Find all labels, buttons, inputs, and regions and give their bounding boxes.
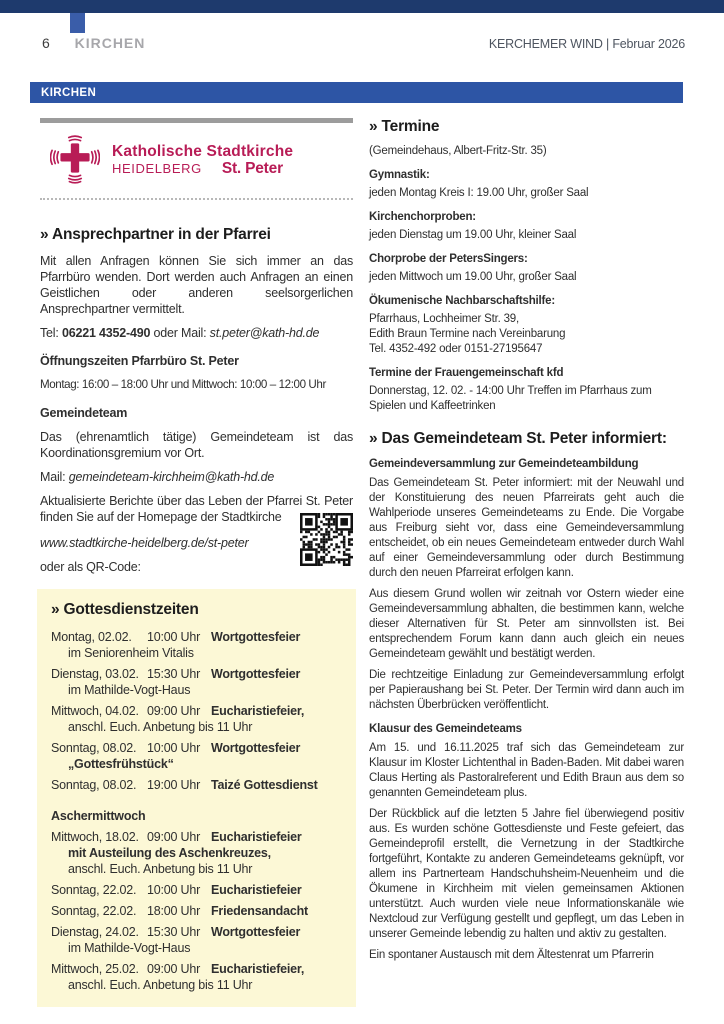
qr-row (40, 527, 353, 575)
service-title: Taizé Gottesdienst (211, 778, 318, 792)
service-title: Wortgottesfeier (211, 630, 301, 644)
services-subheading: Aschermittwoch (51, 809, 146, 823)
team-email: gemeindeteam-kirchheim@kath-hd.de (68, 470, 275, 484)
service-detail: mit Austeilung des Aschenkreuzes, (68, 846, 271, 860)
logo-city: HEIDELBERG (112, 161, 202, 176)
logo-bottom-rule (40, 198, 353, 200)
termine-item (369, 252, 684, 285)
service-title: Eucharistiefeier, (211, 962, 305, 976)
service-date: Mittwoch, 04.02. (51, 704, 139, 718)
info-paragraph: Aus diesem Grund wollen wir zeitnah vor Ostern wieder eine Gemeindeversammlung abhalten, die bestimmen kann, welche dieser Alternativen für St. Peter am sinnvollsten ist. Bei entsprechendem Forum kann dann auch gleich ein neues Gemeindeteam gewählt und bestätigt werden. (369, 588, 684, 660)
logo-top-rule (40, 118, 353, 123)
team-mail-label: Mail: (40, 470, 66, 484)
termine-item-label: Termine der Frauengemeinschaft kfd (369, 367, 564, 379)
termine-item-line: jeden Montag Kreis I: 19.00 Uhr, großer Saal (369, 187, 589, 199)
service-time: 10:00 Uhr (147, 741, 201, 755)
service-row (51, 903, 343, 919)
termine-item (369, 366, 684, 414)
mail-connector: oder Mail: (153, 326, 207, 340)
termine-heading: » Termine (369, 118, 440, 135)
service-row (51, 666, 343, 682)
service-detail: im Seniorenheim Vitalis (68, 646, 194, 660)
radiating-cross-icon (50, 132, 100, 188)
logo-text (112, 143, 293, 177)
termine-item-label: Kirchenchorproben: (369, 211, 476, 223)
contact-intro: Mit allen Anfragen können Sie sich immer an das Pfarrbüro wenden. Dort werden auch Anfragen an einen Geistlichen oder anderen seelsorgerlichen Ansprechpartner vermittelt. (40, 254, 353, 316)
termine-item-line: Donnerstag, 12. 02. - 14:00 Uhr Treffen im Pfarrhaus zum Spielen und Kaffeetrinken (369, 385, 652, 412)
tel-label: Tel: (40, 326, 59, 340)
right-column (369, 118, 684, 1007)
section-banner (30, 82, 683, 103)
services-groups (51, 629, 343, 993)
service-date: Sonntag, 22.02. (51, 904, 137, 918)
qr-code (300, 513, 353, 566)
service-row (51, 703, 343, 719)
info-paragraph: Das Gemeindeteam St. Peter informiert: mit der Neuwahl und der Konstituierung des neuen Pfarreirats geht auch die Wahlperiode unseres Gemeindeteams zu Ende. Die Vorgabe aus Freiburg sieht vor, dass eine Gemeindeversammlung entscheidet, ob ein neues Gemeindeteam entweder durch Wahl auf einer Gemeindeversammlung oder durch Bestimmung durch den neuen Pfarreirat erfolgen kann. (369, 477, 684, 579)
service-row (51, 961, 343, 977)
logo-line1: Katholische Stadtkirche (112, 143, 294, 160)
info-subheading: Klausur des Gemeindeteams (369, 723, 522, 735)
termine-list (369, 168, 684, 414)
team-mail-line (40, 469, 353, 485)
info-subheading: Gemeindeversammlung zur Gemeindeteambildung (369, 458, 639, 470)
contact-line (40, 325, 353, 341)
termine-item-line: Tel. 4352-492 oder 0151-27195647 (369, 343, 543, 355)
service-time: 09:00 Uhr (147, 962, 201, 976)
service-detail: anschl. Euch. Anbetung bis 11 Uhr (68, 978, 253, 992)
termine-item-line: Edith Braun Termine nach Vereinbarung (369, 328, 566, 340)
service-date: Montag, 02.02. (51, 630, 132, 644)
team-title: Gemeindeteam (40, 406, 128, 420)
termine-item (369, 210, 684, 243)
section-banner-label: KIRCHEN (41, 86, 97, 99)
page-header (42, 35, 685, 51)
content-columns (40, 118, 684, 1007)
service-time: 09:00 Uhr (147, 830, 201, 844)
service-row (51, 882, 343, 898)
team-description: Das (ehrenamtlich tätige) Gemeindeteam ist das Koordinationsgremium vor Ort. (40, 430, 353, 460)
service-detail: anschl. Euch. Anbetung bis 11 Uhr (68, 720, 253, 734)
service-date: Sonntag, 08.02. (51, 741, 137, 755)
service-title: Eucharistiefeier, (211, 704, 305, 718)
service-detail: anschl. Euch. Anbetung bis 11 Uhr (68, 862, 253, 876)
service-date: Dienstag, 24.02. (51, 925, 139, 939)
section-label: KIRCHEN (74, 35, 146, 51)
service-title: Wortgottesfeier (211, 667, 301, 681)
issue-title: KERCHEMER WIND | Februar 2026 (488, 37, 685, 51)
logo-parish: St. Peter (221, 160, 283, 177)
service-row (51, 829, 343, 845)
termine-item-label: Chorprobe der PetersSingers: (369, 253, 528, 265)
contact-heading: » Ansprechpartner in der Pfarrei (40, 226, 271, 243)
contact-email: st.peter@kath-hd.de (209, 326, 320, 340)
service-date: Mittwoch, 18.02. (51, 830, 139, 844)
left-column (40, 118, 353, 1007)
service-title: Friedensandacht (211, 904, 309, 918)
service-time: 10:00 Uhr (147, 883, 201, 897)
top-tab (70, 13, 85, 33)
service-detail: im Mathilde-Vogt-Haus (68, 683, 191, 697)
termine-item-line: Pfarrhaus, Lochheimer Str. 39, (369, 313, 519, 325)
office-hours-title: Öffnungszeiten Pfarrbüro St. Peter (40, 354, 239, 368)
termine-item-label: Ökumenische Nachbarschaftshilfe: (369, 295, 555, 307)
office-hours: Montag: 16:00 – 18:00 Uhr und Mittwoch: 10:00 – 12:00 Uhr (40, 378, 326, 391)
info-heading: » Das Gemeindeteam St. Peter informiert: (369, 430, 667, 447)
service-detail: im Mathilde-Vogt-Haus (68, 941, 191, 955)
service-date: Mittwoch, 25.02. (51, 962, 139, 976)
info-paragraph: Der Rückblick auf die letzten 5 Jahre fiel überwiegend positiv aus. Es wurden schöne Gottesdienste und Feste gefeiert, das Gemeindeprofil erstellt, die Vernetzung in der Stadtkirche fortgeführt, Kontakte zu anderen Gemeindeteams geknüpft, vor allem ins Partnerteam Handschuhsheim-Neuenheim und die Ökumene in Kirchheim mit vielen gemeinsamen Aktionen unterstützt. Auch wurden viele neue Informationskanäle wie Nextcloud zur Verfügung gestellt und gepflegt, um das Leben in unserer Gemeinde lebendig zu halten und aktiv zu gestalten. (369, 808, 684, 940)
service-time: 15:30 Uhr (147, 667, 201, 681)
termine-venue: (Gemeindehaus, Albert-Fritz-Str. 35) (369, 145, 547, 157)
info-blocks (369, 457, 684, 963)
service-time: 15:30 Uhr (147, 925, 201, 939)
service-date: Dienstag, 03.02. (51, 667, 139, 681)
service-row (51, 740, 343, 756)
service-time: 10:00 Uhr (147, 630, 201, 644)
services-box (37, 589, 356, 1007)
page-number: 6 (42, 35, 50, 51)
termine-item-line: jeden Mittwoch um 19.00 Uhr, großer Saal (369, 271, 577, 283)
service-time: 09:00 Uhr (147, 704, 201, 718)
service-title: Eucharistiefeier (211, 830, 302, 844)
service-title: Wortgottesfeier (211, 741, 301, 755)
service-row (51, 924, 343, 940)
service-date: Sonntag, 22.02. (51, 883, 137, 897)
service-time: 19:00 Uhr (147, 778, 201, 792)
termine-item-label: Gymnastik: (369, 169, 430, 181)
termine-item-line: jeden Dienstag um 19.00 Uhr, kleiner Saal (369, 229, 577, 241)
termine-item (369, 168, 684, 201)
service-date: Sonntag, 08.02. (51, 778, 137, 792)
service-time: 18:00 Uhr (147, 904, 201, 918)
qr-label: oder als QR-Code: (40, 560, 141, 574)
service-title: Wortgottesfeier (211, 925, 301, 939)
services-heading: » Gottesdienstzeiten (51, 601, 199, 618)
parish-logo (40, 129, 353, 196)
info-paragraph: Die rechtzeitige Einladung zur Gemeindeversammlung erfolgt per Papieraushang bei St. Peter. Der Termin wird dann auch im nächsten Überbrücken veröffentlicht. (369, 669, 684, 711)
service-row (51, 629, 343, 645)
info-paragraph: Am 15. und 16.11.2025 traf sich das Gemeindeteam zur Klausur im Kloster Lichtenthal in Baden-Baden. Mit dabei waren Claus Herting als Pastoralreferent und Edith Braun aus dem so genannten Gemeindeteam plus. (369, 742, 684, 799)
termine-item (369, 294, 684, 357)
top-bar (0, 0, 724, 13)
info-paragraph: Ein spontaner Austausch mit dem Ältestenrat um Pfarrerin (369, 949, 654, 961)
service-row (51, 777, 343, 793)
tel-number: 06221 4352-490 (61, 326, 151, 340)
homepage-note: Aktualisierte Berichte über das Leben der Pfarrei St. Peter finden Sie auf der Homepage der Stadtkirche (40, 494, 353, 524)
service-detail: „Gottesfrühstück“ (68, 757, 174, 771)
service-title: Eucharistiefeier (211, 883, 302, 897)
homepage-url: www.stadtkirche-heidelberg.de/st-peter (40, 536, 249, 550)
